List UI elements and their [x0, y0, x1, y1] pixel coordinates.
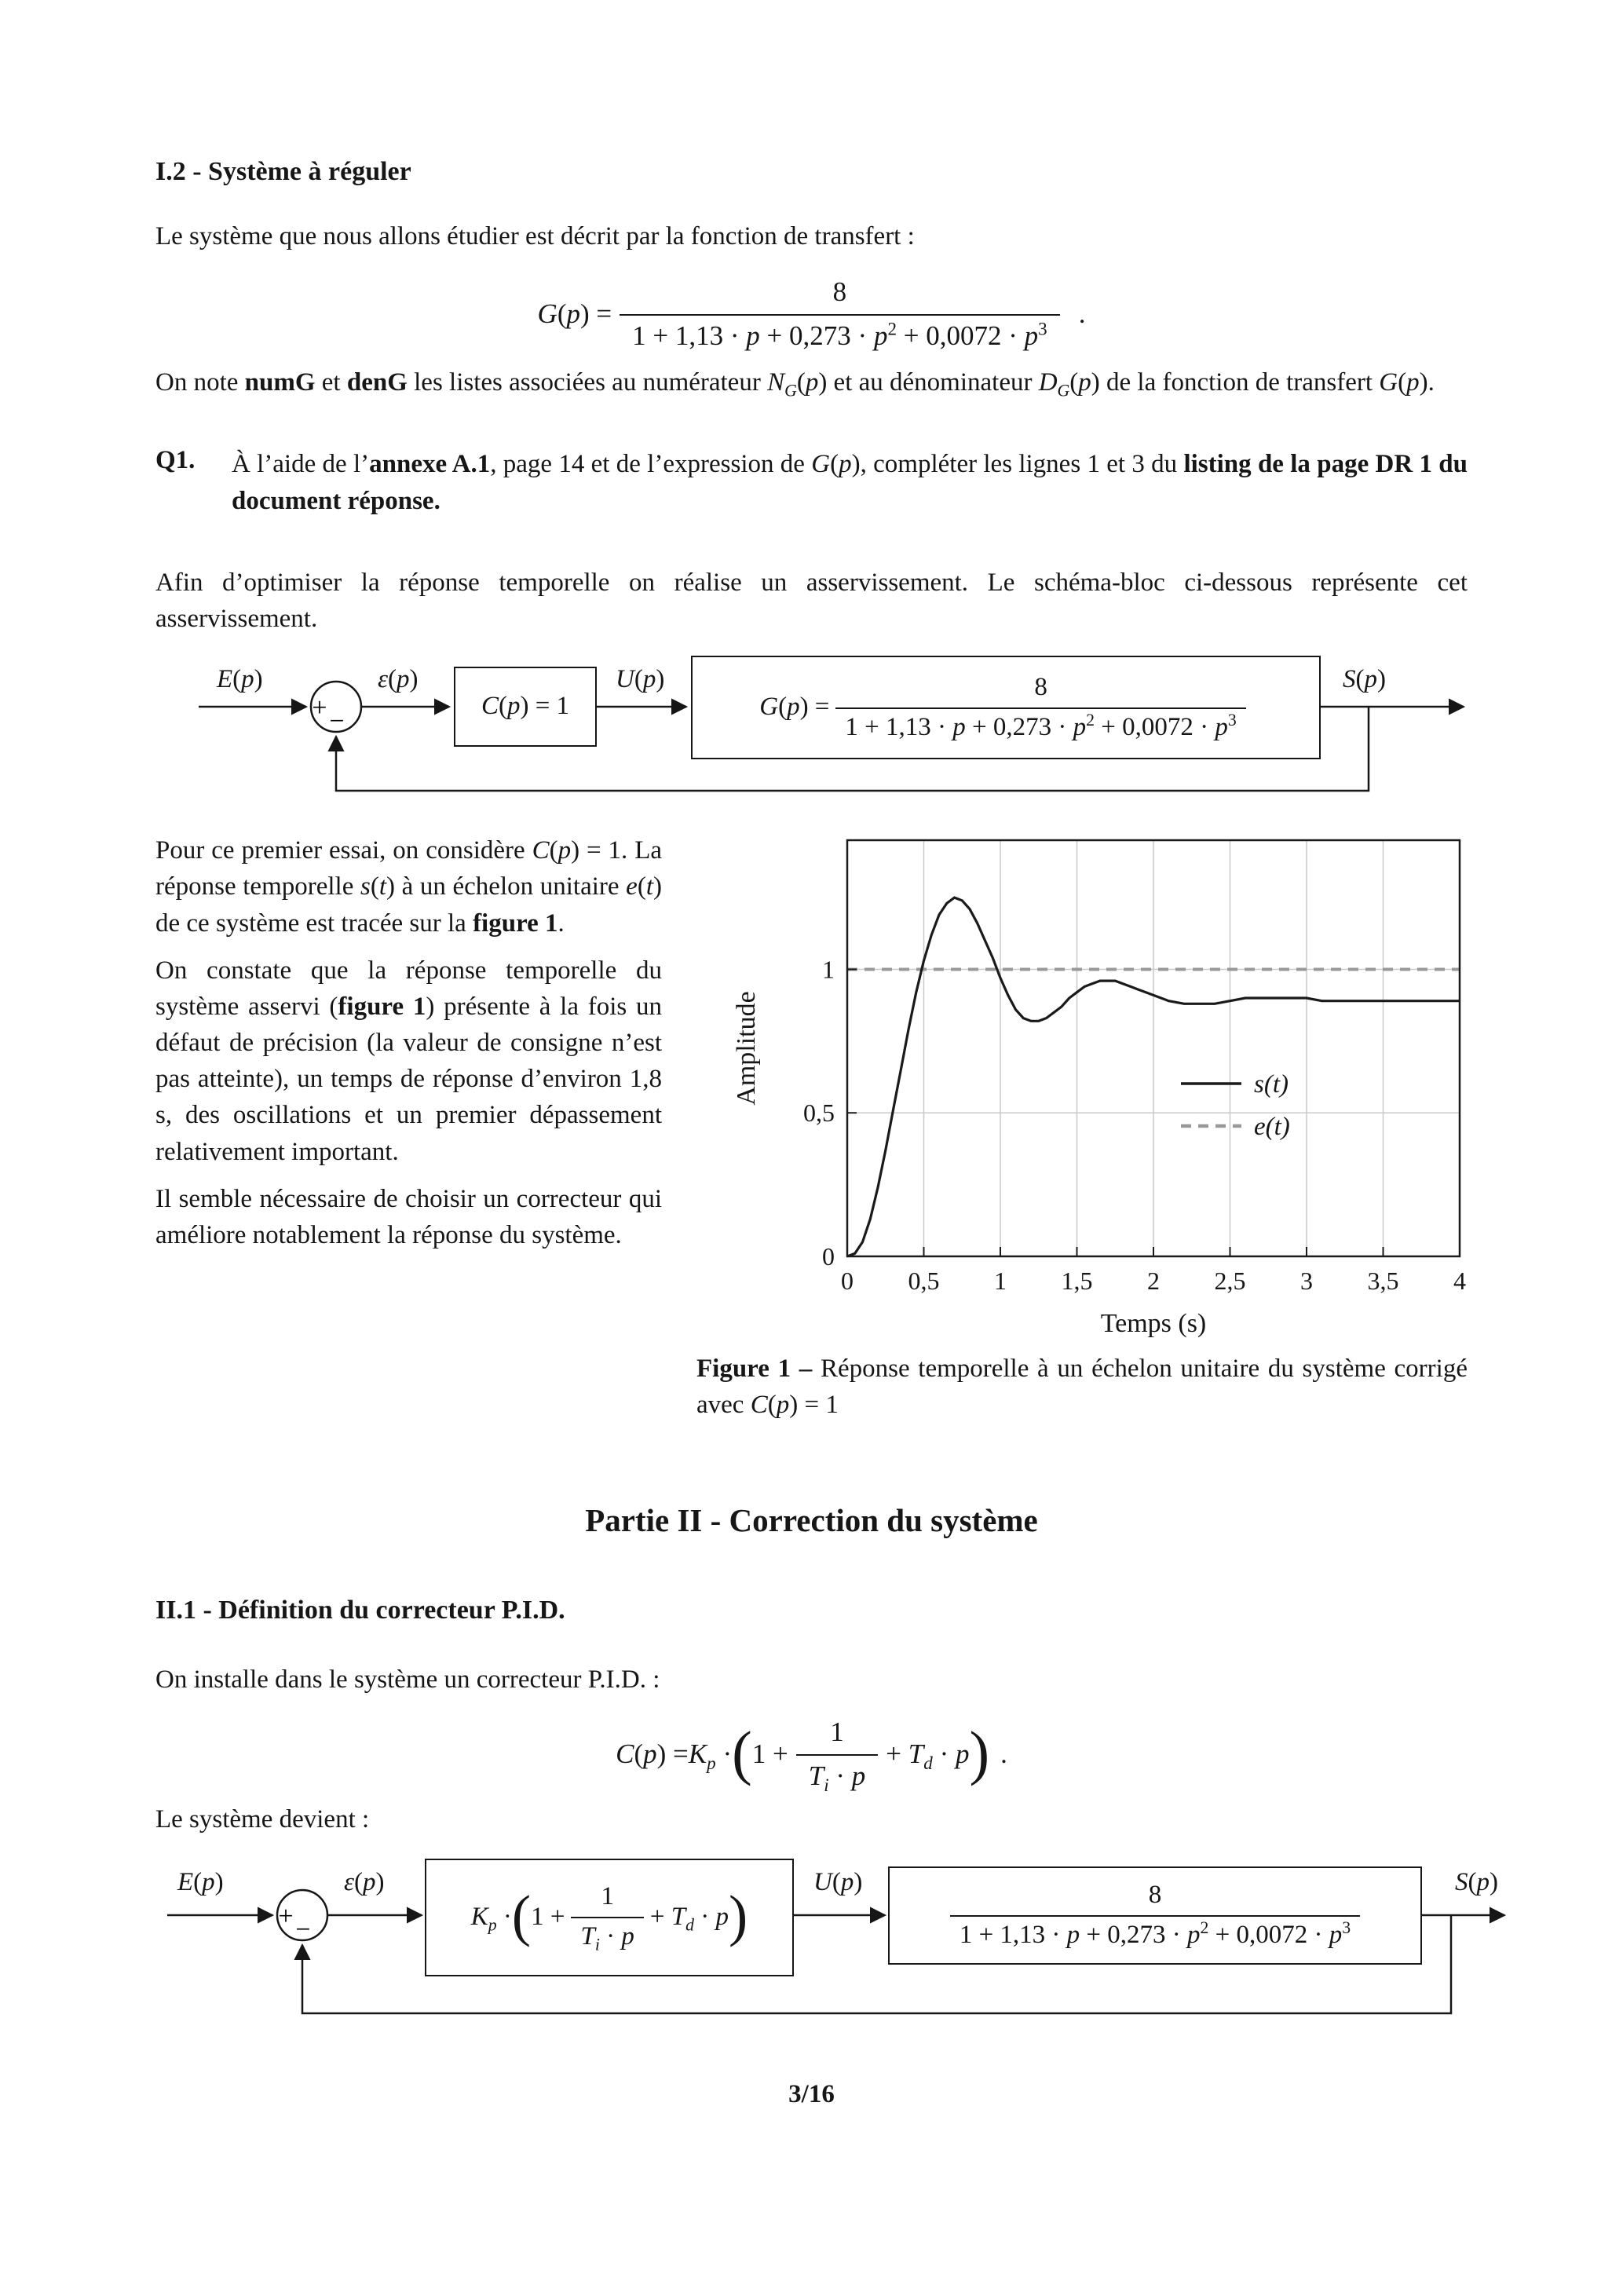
epsilon-label: ε(p) — [344, 1867, 385, 1896]
analysis-paragraph-3: Il semble nécessaire de choisir un correcteur qui améliore notablement la réponse du système. — [155, 1184, 662, 1249]
s-label: S(p) — [1343, 665, 1386, 694]
pid-fraction-denominator: $T_i \cdot p$ — [796, 1754, 879, 1793]
section-heading-ii1: II.1 - Définition du correcteur P.I.D. — [155, 1596, 565, 1625]
sum-plus-sign: + — [312, 693, 327, 723]
chart-ylabel: Amplitude — [732, 991, 761, 1106]
two-column-zone — [155, 832, 1468, 1423]
g-block-fraction — [950, 1881, 1360, 1951]
page-number: 3/16 — [788, 2079, 835, 2108]
pid-block-close-paren: ) — [729, 1883, 748, 1947]
equation-lhs: G(p) = — [537, 298, 612, 330]
analysis-paragraph-1: Pour ce premier essai, on considère C(p) = 1. La réponse temporelle s(t) à un échelon unitaire e(t) de ce système est tracée sur la figure 1. — [155, 836, 662, 938]
pid-td-term: + $T_d \cdot p$ — [886, 1738, 970, 1774]
figure-1-chart — [729, 832, 1468, 1339]
pid-block-kp: $K_p$ · — [470, 1902, 512, 1935]
sum-plus-sign: + — [278, 1901, 294, 1931]
page-content — [0, 157, 1623, 2109]
transfer-function-equation — [155, 275, 1468, 353]
c-block — [454, 667, 597, 747]
q1-label: Q1. — [155, 446, 196, 475]
asservissement-paragraph: Afin d’optimiser la réponse temporelle on réalise un asservissement. Le schéma-bloc ci-dessous représente cet asservissement. — [155, 568, 1468, 633]
pid-fraction — [796, 1715, 879, 1796]
analysis-column — [155, 832, 662, 1423]
pid-block-td-term: + $T_d \cdot p$ — [649, 1902, 729, 1935]
q1-text: À l’aide de l’annexe A.1, page 14 et de l’expression de G(p), compléter les lignes 1 et 3 du listing de la page DR 1 du document réponse. — [232, 450, 1468, 515]
chart-xtick-label: 3,5 — [1367, 1267, 1399, 1296]
g-block-numerator: 8 — [1034, 672, 1047, 701]
equation-period: . — [1078, 298, 1086, 330]
g-block-fraction — [835, 673, 1245, 743]
pid-open-paren: ( — [732, 1718, 752, 1786]
u-label: U(p) — [813, 1867, 863, 1896]
chart-xtick-label: 2,5 — [1214, 1267, 1246, 1296]
part-ii-heading: Partie II - Correction du système — [585, 1502, 1038, 1539]
chart-xtick-label: 1,5 — [1061, 1267, 1093, 1296]
pid-equation-lhs: C(p) = — [616, 1738, 689, 1770]
g-block-lhs: G(p) = — [759, 693, 830, 722]
epsilon-label: ε(p) — [378, 665, 419, 694]
question-q1 — [155, 446, 1468, 518]
chart-xtick-label: 2 — [1147, 1267, 1160, 1296]
notation-paragraph: On note numG et denG les listes associées au numérateur $N_G(p)$ et au dénominateur $D_G(p)$ de la fonction de transfert G(p). — [155, 368, 1435, 400]
block-diagram-1 — [155, 656, 1468, 813]
sum-minus-sign: − — [329, 707, 345, 737]
pid-close-paren: ) — [969, 1718, 990, 1786]
chart-ytick-label: 0 — [822, 1242, 835, 1271]
s-label: S(p) — [1455, 1867, 1498, 1896]
chart-ytick-label: 0,5 — [803, 1099, 835, 1128]
chart-legend-label: s(t) — [1254, 1070, 1289, 1099]
pid-block-open-paren: ( — [511, 1883, 532, 1947]
figure-column — [684, 832, 1468, 1423]
c-block-label: C(p) = 1 — [481, 692, 570, 721]
sum-minus-sign: − — [295, 1914, 311, 1944]
u-label: U(p) — [616, 665, 665, 694]
g-block-numerator: 8 — [1148, 1880, 1162, 1909]
figure-1-caption: Figure 1 – Réponse temporelle à un échelon unitaire du système corrigé avec C(p) = 1 — [696, 1355, 1468, 1419]
chart-legend-label: e(t) — [1254, 1113, 1290, 1142]
g-block-denominator: $1 + 1,13 \cdot p + 0,273 \cdot p^2 + 0,0072 \cdot p^3$ — [835, 707, 1245, 743]
e-label: E(p) — [177, 1867, 224, 1896]
pid-block-one-plus: 1 + — [531, 1902, 565, 1931]
pid-fraction-numerator: 1 — [830, 1717, 844, 1748]
e-label: E(p) — [217, 665, 263, 694]
chart-xtick-label: 4 — [1453, 1267, 1466, 1296]
chart-xtick-label: 0,5 — [908, 1267, 940, 1296]
pid-kp: $K_p$ · — [688, 1738, 733, 1774]
pid-one-plus: 1 + — [751, 1738, 788, 1770]
fraction-numerator: 8 — [832, 276, 847, 308]
pid-equation-period: . — [1000, 1738, 1007, 1770]
pid-block — [425, 1859, 794, 1976]
chart-xlabel: Temps (s) — [1100, 1309, 1207, 1339]
pid-block-fraction-numerator: 1 — [601, 1882, 614, 1911]
pid-block-fraction — [571, 1882, 643, 1952]
g-block — [888, 1866, 1422, 1965]
section-heading-i2: I.2 - Système à réguler — [155, 157, 411, 186]
chart-xtick-label: 3 — [1300, 1267, 1313, 1296]
pid-equation — [155, 1715, 1468, 1796]
system-becomes-paragraph: Le système devient : — [155, 1805, 370, 1834]
pid-intro-paragraph: On installe dans le système un correcteur P.I.D. : — [155, 1665, 660, 1695]
g-block — [691, 656, 1321, 759]
chart-ytick-label: 1 — [822, 955, 835, 984]
equation-fraction — [620, 275, 1060, 353]
intro-paragraph: Le système que nous allons étudier est décrit par la fonction de transfert : — [155, 222, 915, 250]
pid-block-fraction-denominator: $T_i \cdot p$ — [571, 1917, 643, 1952]
chart-xtick-label: 0 — [841, 1267, 854, 1296]
analysis-paragraph-2: On constate que la réponse temporelle du système asservi (figure 1) présente à la fois un défaut de précision (la valeur de consigne n’est pas atteinte), un temps de réponse d’environ 1,8 s, des oscillations et un premier dépassement relativement important. — [155, 956, 662, 1166]
g-block-denominator: $1 + 1,13 \cdot p + 0,273 \cdot p^2 + 0,0072 \cdot p^3$ — [950, 1915, 1360, 1951]
chart-xtick-label: 1 — [994, 1267, 1007, 1296]
block-diagram-2 — [155, 1852, 1510, 2037]
fraction-denominator: $1 + 1,13 \cdot p + 0,273 \cdot p^2 + 0,0072 \cdot p^3$ — [620, 314, 1060, 353]
